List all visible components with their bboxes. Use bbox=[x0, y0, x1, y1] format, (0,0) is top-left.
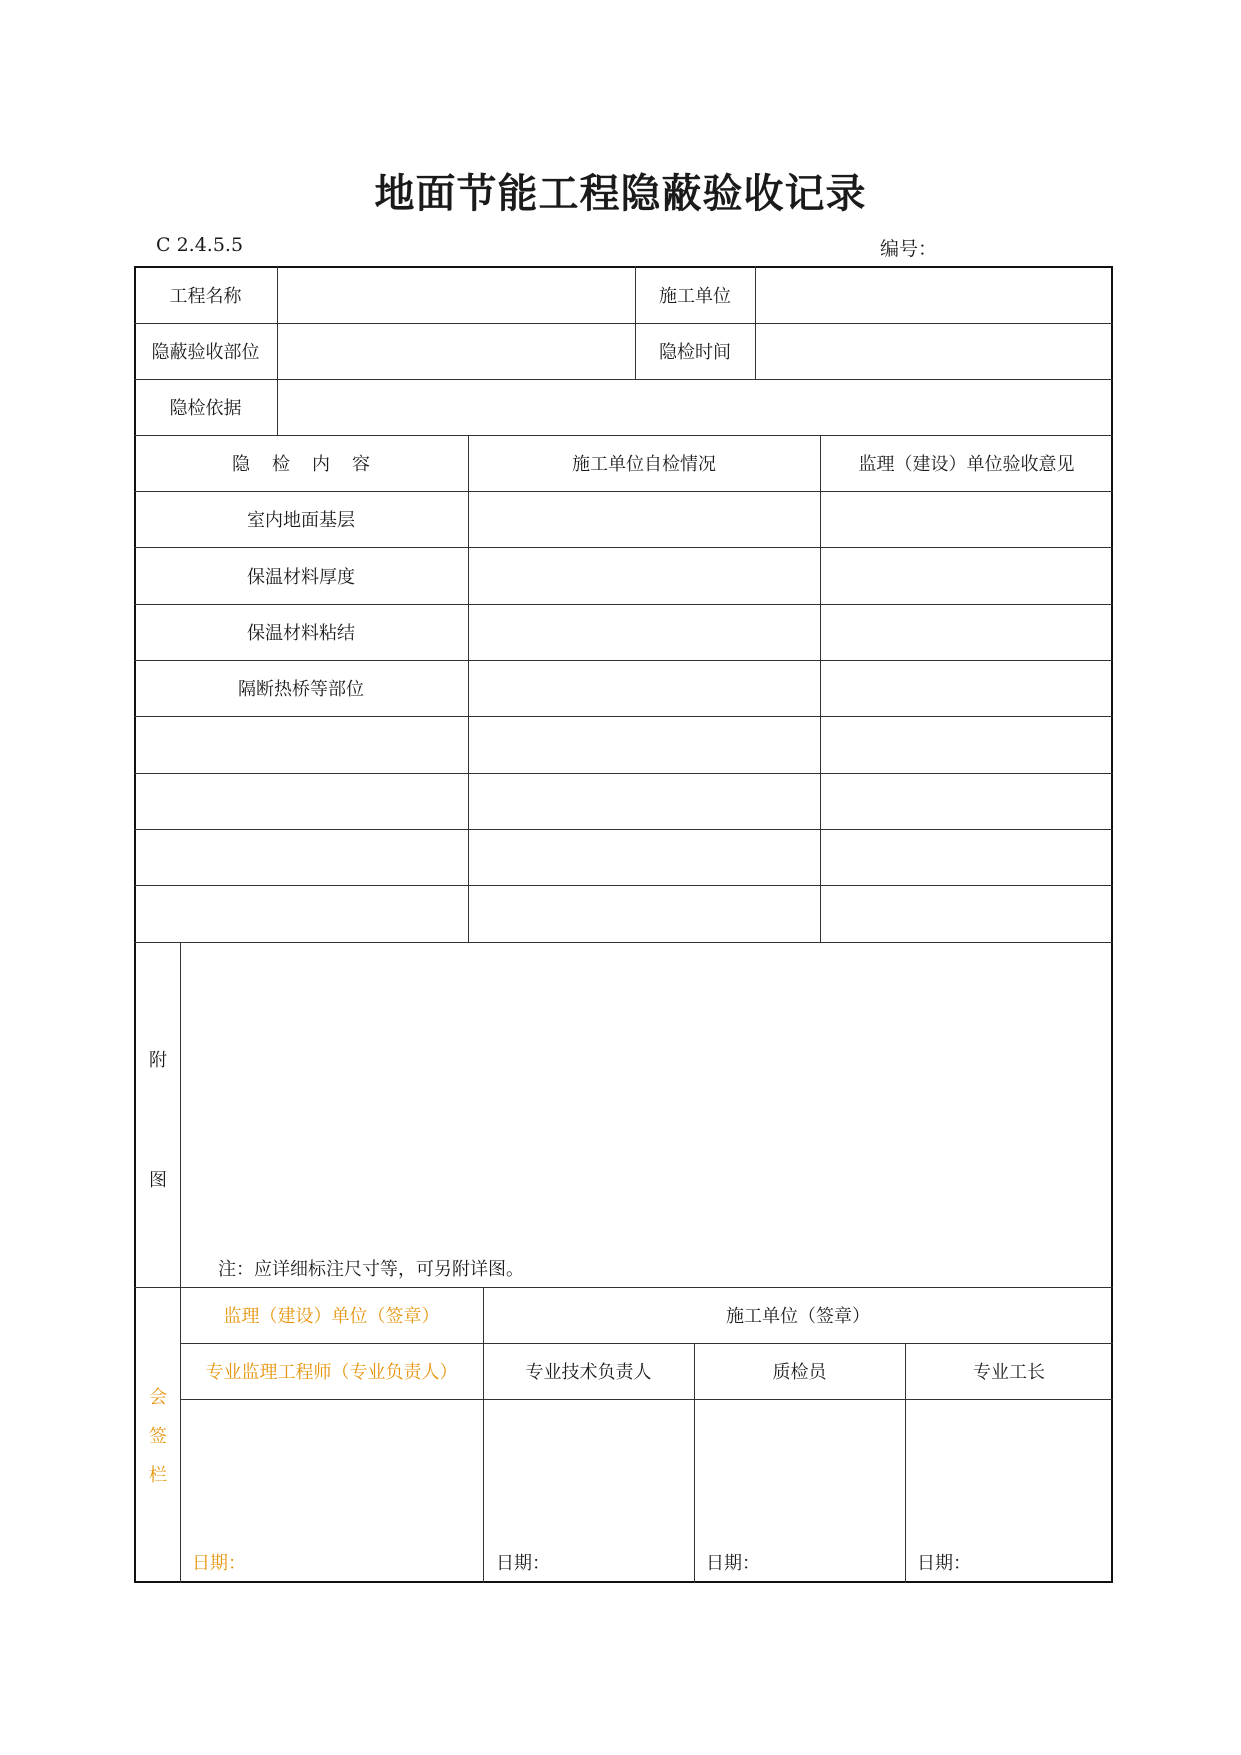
inspection-item-label: 保温材料厚度 bbox=[247, 566, 355, 588]
project-name-field[interactable] bbox=[278, 268, 635, 323]
self-check-field[interactable] bbox=[469, 886, 820, 942]
inspection-item-label: 隔断热桥等部位 bbox=[238, 679, 364, 700]
inspection-item-label: 保温材料粘结 bbox=[247, 623, 355, 644]
column-header-supervision-opinion: 监理（建设）单位验收意见 bbox=[858, 454, 1075, 475]
inspection-basis-field[interactable] bbox=[278, 380, 1111, 435]
supervision-opinion-field[interactable] bbox=[821, 886, 1111, 942]
inspection-item-label[interactable] bbox=[136, 886, 468, 942]
supervision-opinion-field[interactable] bbox=[821, 717, 1111, 773]
signoff-label-char: 签 bbox=[149, 1426, 167, 1447]
project-name-label: 工程名称 bbox=[169, 285, 242, 307]
document-number-label: 编号： bbox=[880, 238, 938, 260]
attachment-note: 注：应详细标注尺寸等，可另附详图。 bbox=[218, 1259, 524, 1280]
role-technical-lead: 专业技术负责人 bbox=[525, 1362, 652, 1383]
date-label: 日期： bbox=[706, 1553, 760, 1574]
inspection-item-label[interactable] bbox=[136, 717, 468, 773]
concealed-part-field[interactable] bbox=[278, 324, 635, 379]
supervision-opinion-field[interactable] bbox=[821, 774, 1111, 829]
self-check-field[interactable] bbox=[469, 717, 820, 773]
self-check-field[interactable] bbox=[469, 661, 820, 716]
attachment-label-char: 图 bbox=[149, 1170, 167, 1191]
supervision-opinion-field[interactable] bbox=[821, 548, 1111, 604]
self-check-field[interactable] bbox=[469, 774, 820, 829]
supervision-opinion-field[interactable] bbox=[821, 605, 1111, 660]
self-check-field[interactable] bbox=[469, 548, 820, 604]
role-foreman: 专业工长 bbox=[973, 1362, 1045, 1383]
signoff-label-char: 会 bbox=[149, 1387, 167, 1408]
inspection-time-label: 隐检时间 bbox=[659, 342, 731, 363]
construction-unit-field[interactable] bbox=[756, 268, 1111, 323]
construction-unit-label: 施工单位 bbox=[659, 285, 731, 307]
inspection-time-field[interactable] bbox=[756, 324, 1111, 379]
date-label: 日期： bbox=[917, 1553, 971, 1574]
role-supervising-engineer: 专业监理工程师（专业负责人） bbox=[205, 1362, 458, 1383]
supervision-opinion-field[interactable] bbox=[821, 661, 1111, 716]
role-quality-inspector: 质检员 bbox=[772, 1362, 827, 1383]
inspection-basis-label: 隐检依据 bbox=[169, 398, 242, 419]
document-code: C 2.4.5.5 bbox=[156, 234, 244, 256]
column-header-self-check: 施工单位自检情况 bbox=[572, 454, 716, 475]
self-check-field[interactable] bbox=[469, 605, 820, 660]
supervision-unit-seal-label: 监理（建设）单位（签章） bbox=[223, 1306, 440, 1327]
column-header-content: 隐检内容 bbox=[232, 454, 392, 475]
attachment-label-char: 附 bbox=[149, 1050, 167, 1071]
inspection-item-label[interactable] bbox=[136, 830, 468, 885]
signoff-label-char: 栏 bbox=[149, 1465, 167, 1486]
attachment-drawing-area[interactable] bbox=[181, 943, 1111, 1243]
supervision-opinion-field[interactable] bbox=[821, 830, 1111, 885]
supervision-opinion-field[interactable] bbox=[821, 492, 1111, 547]
inspection-item-label[interactable] bbox=[136, 774, 468, 829]
date-label: 日期： bbox=[192, 1553, 246, 1574]
self-check-field[interactable] bbox=[469, 830, 820, 885]
construction-unit-seal-label: 施工单位（签章） bbox=[726, 1306, 870, 1327]
inspection-item-label: 室内地面基层 bbox=[247, 510, 355, 531]
self-check-field[interactable] bbox=[469, 492, 820, 547]
document-title: 地面节能工程隐蔽验收记录 bbox=[374, 170, 867, 217]
date-label: 日期： bbox=[496, 1553, 550, 1574]
concealed-part-label: 隐蔽验收部位 bbox=[151, 342, 260, 363]
